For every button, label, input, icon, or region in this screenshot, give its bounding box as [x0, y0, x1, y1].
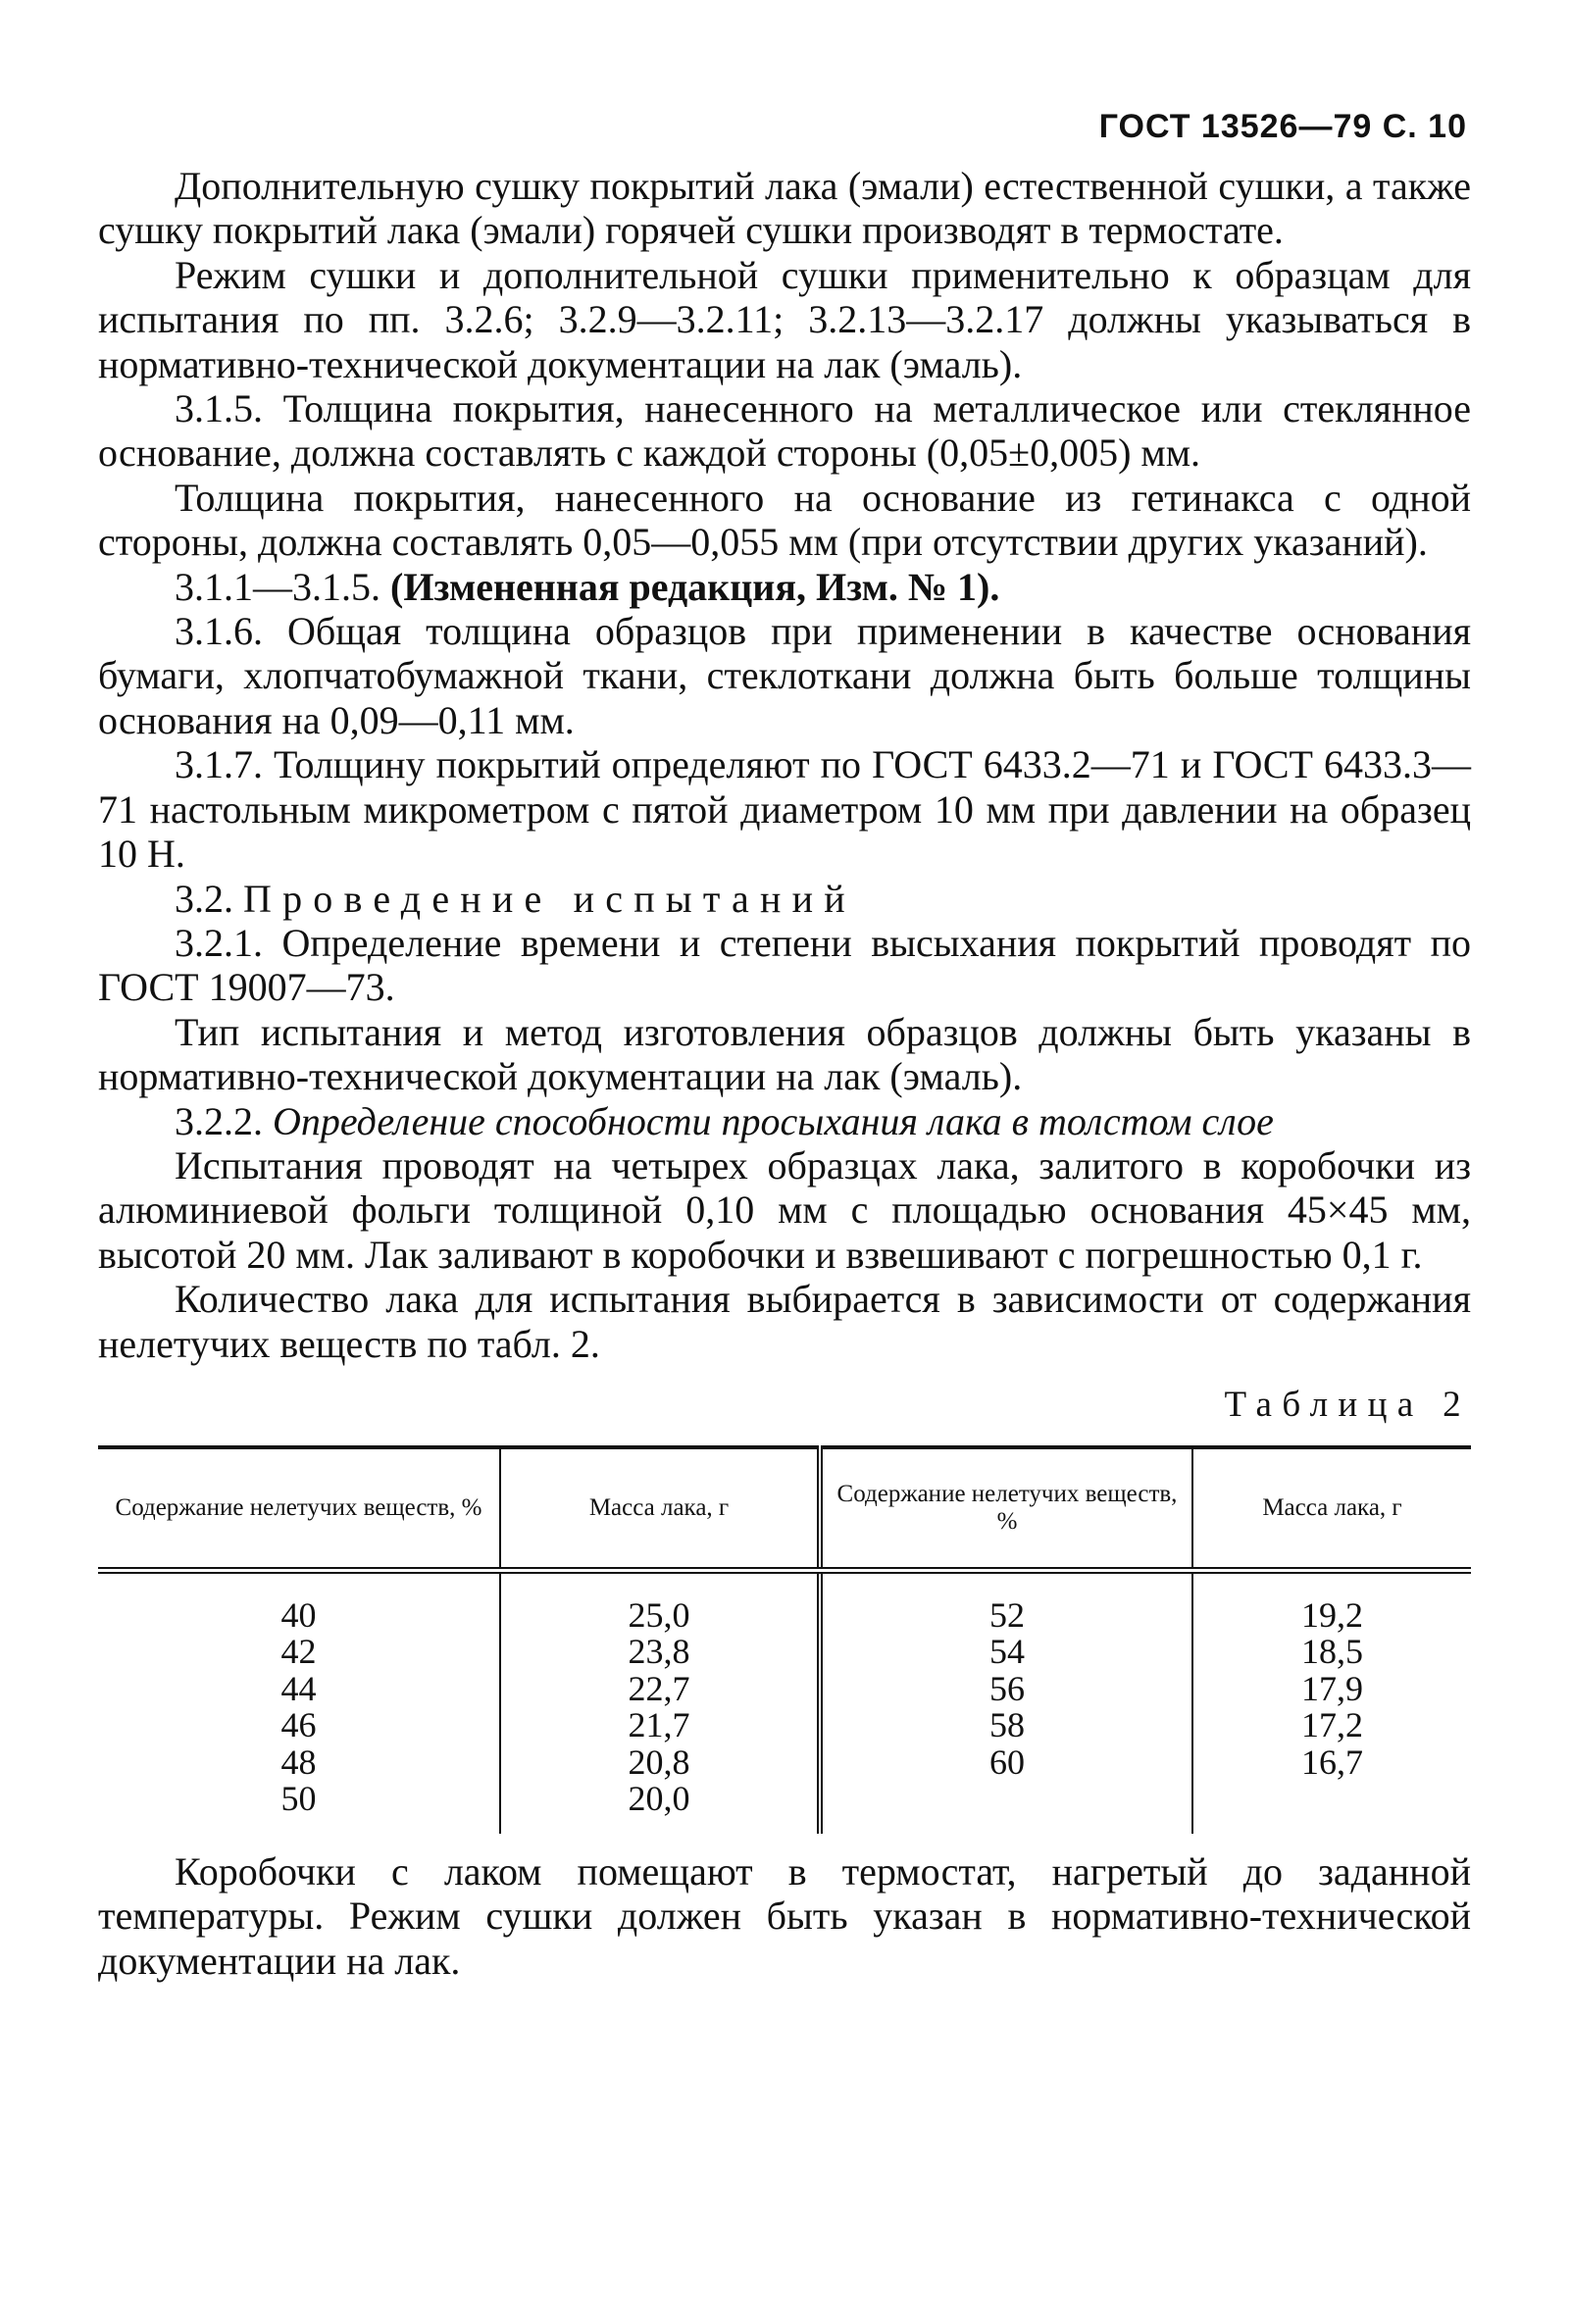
paragraph: Коробочки с лаком помещают в термостат, нагретый до заданной температуры. Режим сушки должен быть указан в нормативно-технической документации на лак. — [98, 1848, 1471, 1983]
paragraph: 3.2.1. Определение времени и степени высыхания покрытий проводят по ГОСТ 19007—73. — [98, 920, 1471, 1010]
cell-value: 21,7 — [628, 1705, 690, 1745]
paragraph — [98, 565, 1471, 609]
cell-value: 20,8 — [628, 1742, 690, 1782]
table-header-cell: Содержание нелетучих веществ, % — [98, 1447, 500, 1571]
cell-value: 17,2 — [1301, 1705, 1363, 1745]
subsection-number: 3.2.2. — [175, 1098, 263, 1143]
paragraph: Режим сушки и дополнительной сушки применительно к образцам для испытания по пп. 3.2.6; 3.2.9—3.2.11; 3.2.13—3.2.17 должны указываться в нормативно-технической документации на лак (эмаль). — [98, 252, 1471, 386]
paragraph: Испытания проводят на четырех образцах лака, залитого в коробочки из алюминиевой фольги толщиной 0,10 мм с площадью основания 45×45 мм, высотой 20 мм. Лак заливают в коробочки и взвешивают с погрешностью 0,1 г. — [98, 1142, 1471, 1277]
cell-value: 19,2 — [1301, 1594, 1363, 1635]
cell-value: 20,0 — [628, 1779, 690, 1819]
table-header-cell: Масса лака, г — [1192, 1447, 1471, 1571]
clause-number: 3.1.1—3.1.5. — [175, 564, 380, 609]
table-header-row — [98, 1447, 1471, 1571]
page-header: ГОСТ 13526—79 С. 10 — [1098, 108, 1467, 145]
cell-value: 23,8 — [628, 1632, 690, 1672]
cell-value: 16,7 — [1301, 1742, 1363, 1782]
cell-value: 58 — [989, 1705, 1025, 1745]
table-cell — [820, 1570, 1192, 1834]
table-caption: Таблица 2 — [1224, 1384, 1471, 1425]
cell-value: 54 — [989, 1632, 1025, 1672]
data-table — [98, 1445, 1471, 1834]
amendment-note: (Измененная редакция, Изм. № 1). — [390, 564, 1000, 609]
paragraph: Дополнительную сушку покрытий лака (эмали) естественной сушки, а также сушку покрытий лака (эмали) горячей сушки производят в термостате. — [98, 164, 1471, 253]
section-title: Проведение испытаний — [243, 876, 856, 921]
cell-value: 60 — [989, 1742, 1025, 1782]
paragraph: Тип испытания и метод изготовления образцов должны быть указаны в нормативно-технической документации на лак (эмаль). — [98, 1009, 1471, 1099]
cell-value: 17,9 — [1301, 1668, 1363, 1708]
cell-value: 40 — [280, 1594, 317, 1635]
paragraph: 3.1.6. Общая толщина образцов при применении в качестве основания бумаги, хлопчатобумажной ткани, стеклоткани должна быть больше толщины основания на 0,09—0,11 мм. — [98, 609, 1471, 742]
subsection-title: Определение способности просыхания лака в толстом слое — [273, 1098, 1274, 1143]
subsection-heading — [98, 1099, 1471, 1143]
section-number: 3.2. — [175, 876, 233, 921]
section-heading — [98, 877, 1471, 921]
table-header-cell: Содержание нелетучих веществ, % — [820, 1447, 1192, 1571]
table-cell — [500, 1570, 820, 1834]
cell-value: 44 — [280, 1668, 317, 1708]
table-header-cell: Масса лака, г — [500, 1447, 820, 1571]
cell-value: 25,0 — [628, 1594, 690, 1635]
cell-value: 18,5 — [1301, 1632, 1363, 1672]
cell-value: 50 — [280, 1779, 317, 1819]
cell-value: 22,7 — [628, 1668, 690, 1708]
cell-value: 52 — [989, 1594, 1025, 1635]
document-page — [98, 108, 1471, 1983]
cell-value: 56 — [989, 1668, 1025, 1708]
table-cell — [1192, 1570, 1471, 1834]
paragraph: Толщина покрытия, нанесенного на основание из гетинакса с одной стороны, должна составлять 0,05—0,055 мм (при отсутствии других указаний). — [98, 475, 1471, 565]
cell-value: 46 — [280, 1705, 317, 1745]
paragraph: Количество лака для испытания выбирается в зависимости от содержания нелетучих веществ по табл. 2. — [98, 1277, 1471, 1366]
table-cell — [98, 1570, 500, 1834]
cell-value: 42 — [280, 1632, 317, 1672]
table-row — [98, 1570, 1471, 1834]
paragraph: 3.1.7. Толщину покрытий определяют по ГОСТ 6433.2—71 и ГОСТ 6433.3—71 настольным микрометром с пятой диаметром 10 мм при давлении на образец 10 Н. — [98, 742, 1471, 877]
paragraph: 3.1.5. Толщина покрытия, нанесенного на металлическое или стеклянное основание, должна составлять с каждой стороны (0,05±0,005) мм. — [98, 386, 1471, 476]
cell-value: 48 — [280, 1742, 317, 1782]
